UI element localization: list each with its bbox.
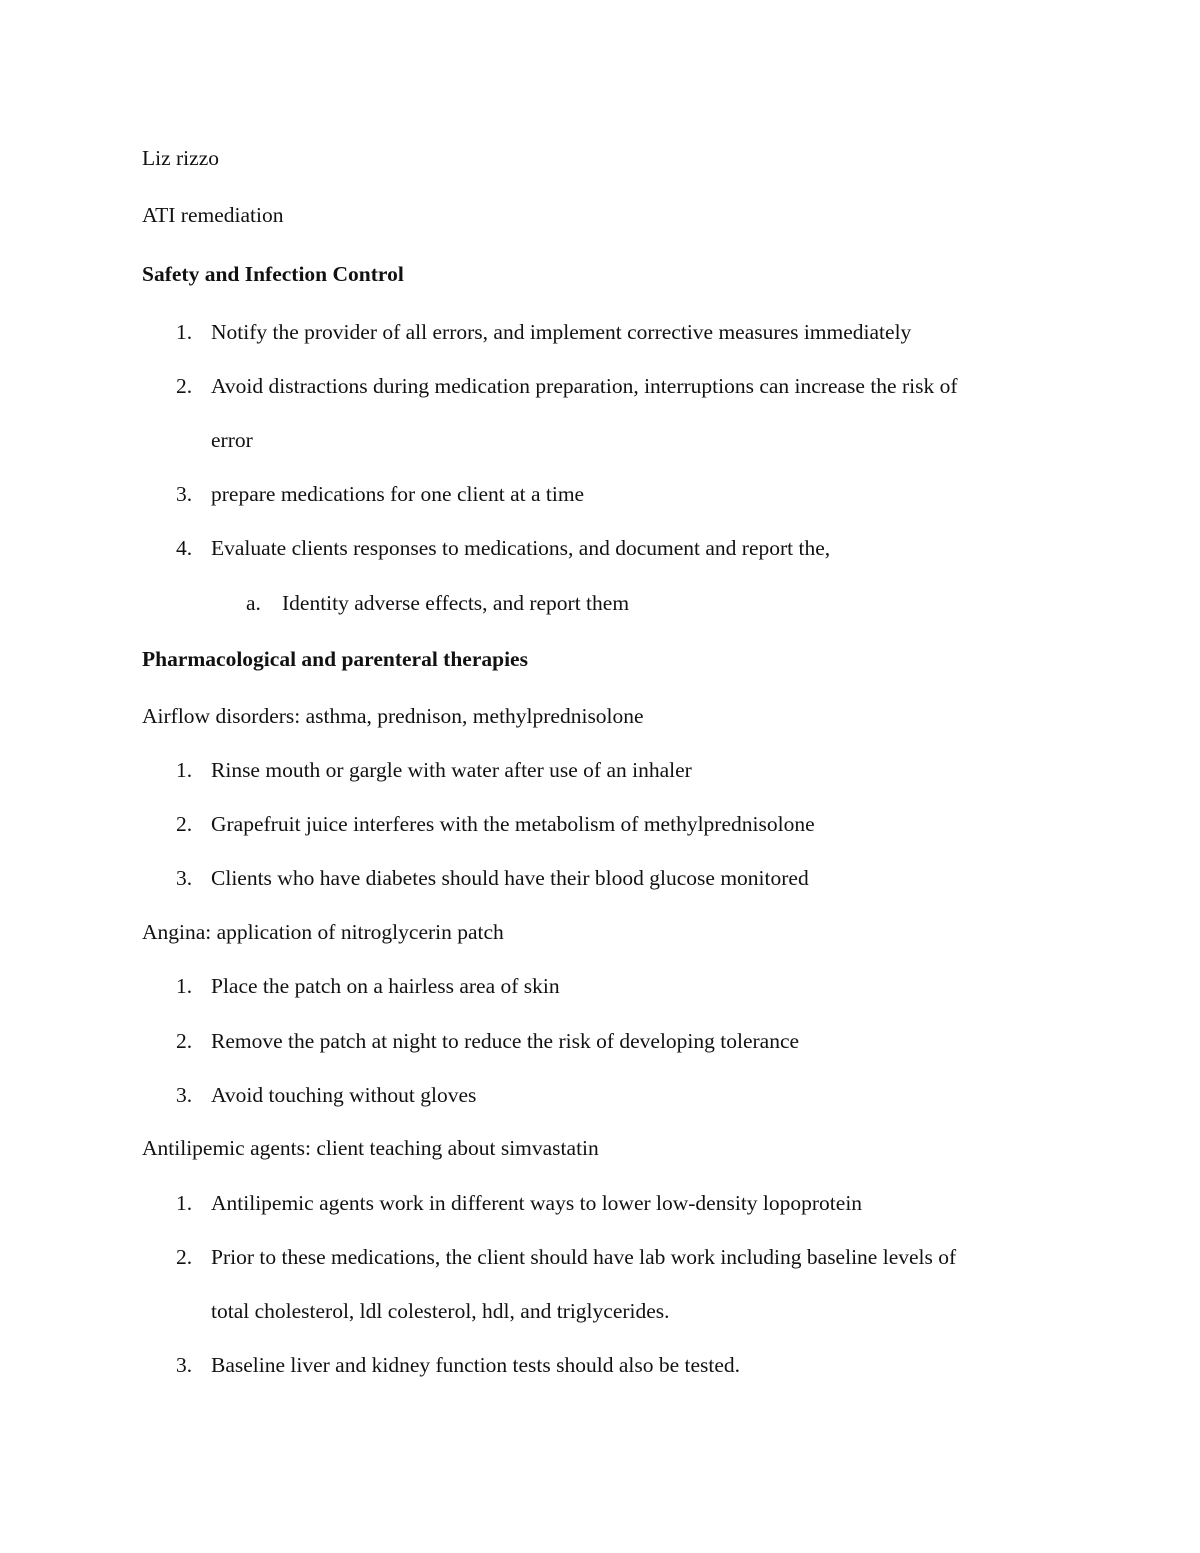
list-item: Grapefruit juice interferes with the metabolism of methylprednisolone <box>211 812 815 836</box>
list-item: Evaluate clients responses to medications, and document and report the, <box>211 536 831 560</box>
list-item: Notify the provider of all errors, and implement corrective measures immediately <box>211 320 912 344</box>
section-heading-safety: Safety and Infection Control <box>142 262 404 286</box>
list-number: 2. <box>176 1029 193 1053</box>
topic-label-airflow: Airflow disorders: asthma, prednison, methylprednisolone <box>142 704 644 728</box>
list-number: 1. <box>176 974 193 998</box>
section-heading-pharm: Pharmacological and parenteral therapies <box>142 647 528 671</box>
list-number: 1. <box>176 320 193 344</box>
list-number: 1. <box>176 758 193 782</box>
list-item-continuation: total cholesterol, ldl colesterol, hdl, and triglycerides. <box>211 1299 670 1323</box>
list-item-continuation: error <box>211 428 253 452</box>
list-number: 1. <box>176 1191 193 1215</box>
list-number: 3. <box>176 1083 193 1107</box>
document-subtitle: ATI remediation <box>142 203 284 227</box>
list-number: 2. <box>176 812 193 836</box>
author-name: Liz rizzo <box>142 146 219 170</box>
topic-label-antilipemic: Antilipemic agents: client teaching about simvastatin <box>142 1136 599 1160</box>
sublist-letter: a. <box>246 591 261 615</box>
list-item: Avoid touching without gloves <box>211 1083 477 1107</box>
sublist-item: Identity adverse effects, and report them <box>282 591 630 615</box>
list-item: Antilipemic agents work in different ways to lower low-density lopoprotein <box>211 1191 863 1215</box>
list-item: Rinse mouth or gargle with water after use of an inhaler <box>211 758 692 782</box>
list-number: 3. <box>176 482 193 506</box>
list-item: Remove the patch at night to reduce the risk of developing tolerance <box>211 1029 800 1053</box>
list-number: 3. <box>176 866 193 890</box>
list-item: Place the patch on a hairless area of skin <box>211 974 560 998</box>
list-number: 3. <box>176 1353 193 1377</box>
list-item: Prior to these medications, the client should have lab work including baseline levels of <box>211 1245 957 1269</box>
list-number: 2. <box>176 1245 193 1269</box>
list-item: Baseline liver and kidney function tests should also be tested. <box>211 1353 741 1377</box>
list-item: Clients who have diabetes should have their blood glucose monitored <box>211 866 809 890</box>
topic-label-angina: Angina: application of nitroglycerin patch <box>142 920 504 944</box>
list-number: 4. <box>176 536 193 560</box>
list-item: prepare medications for one client at a time <box>211 482 585 506</box>
list-number: 2. <box>176 374 193 398</box>
list-item: Avoid distractions during medication preparation, interruptions can increase the risk of <box>211 374 958 398</box>
